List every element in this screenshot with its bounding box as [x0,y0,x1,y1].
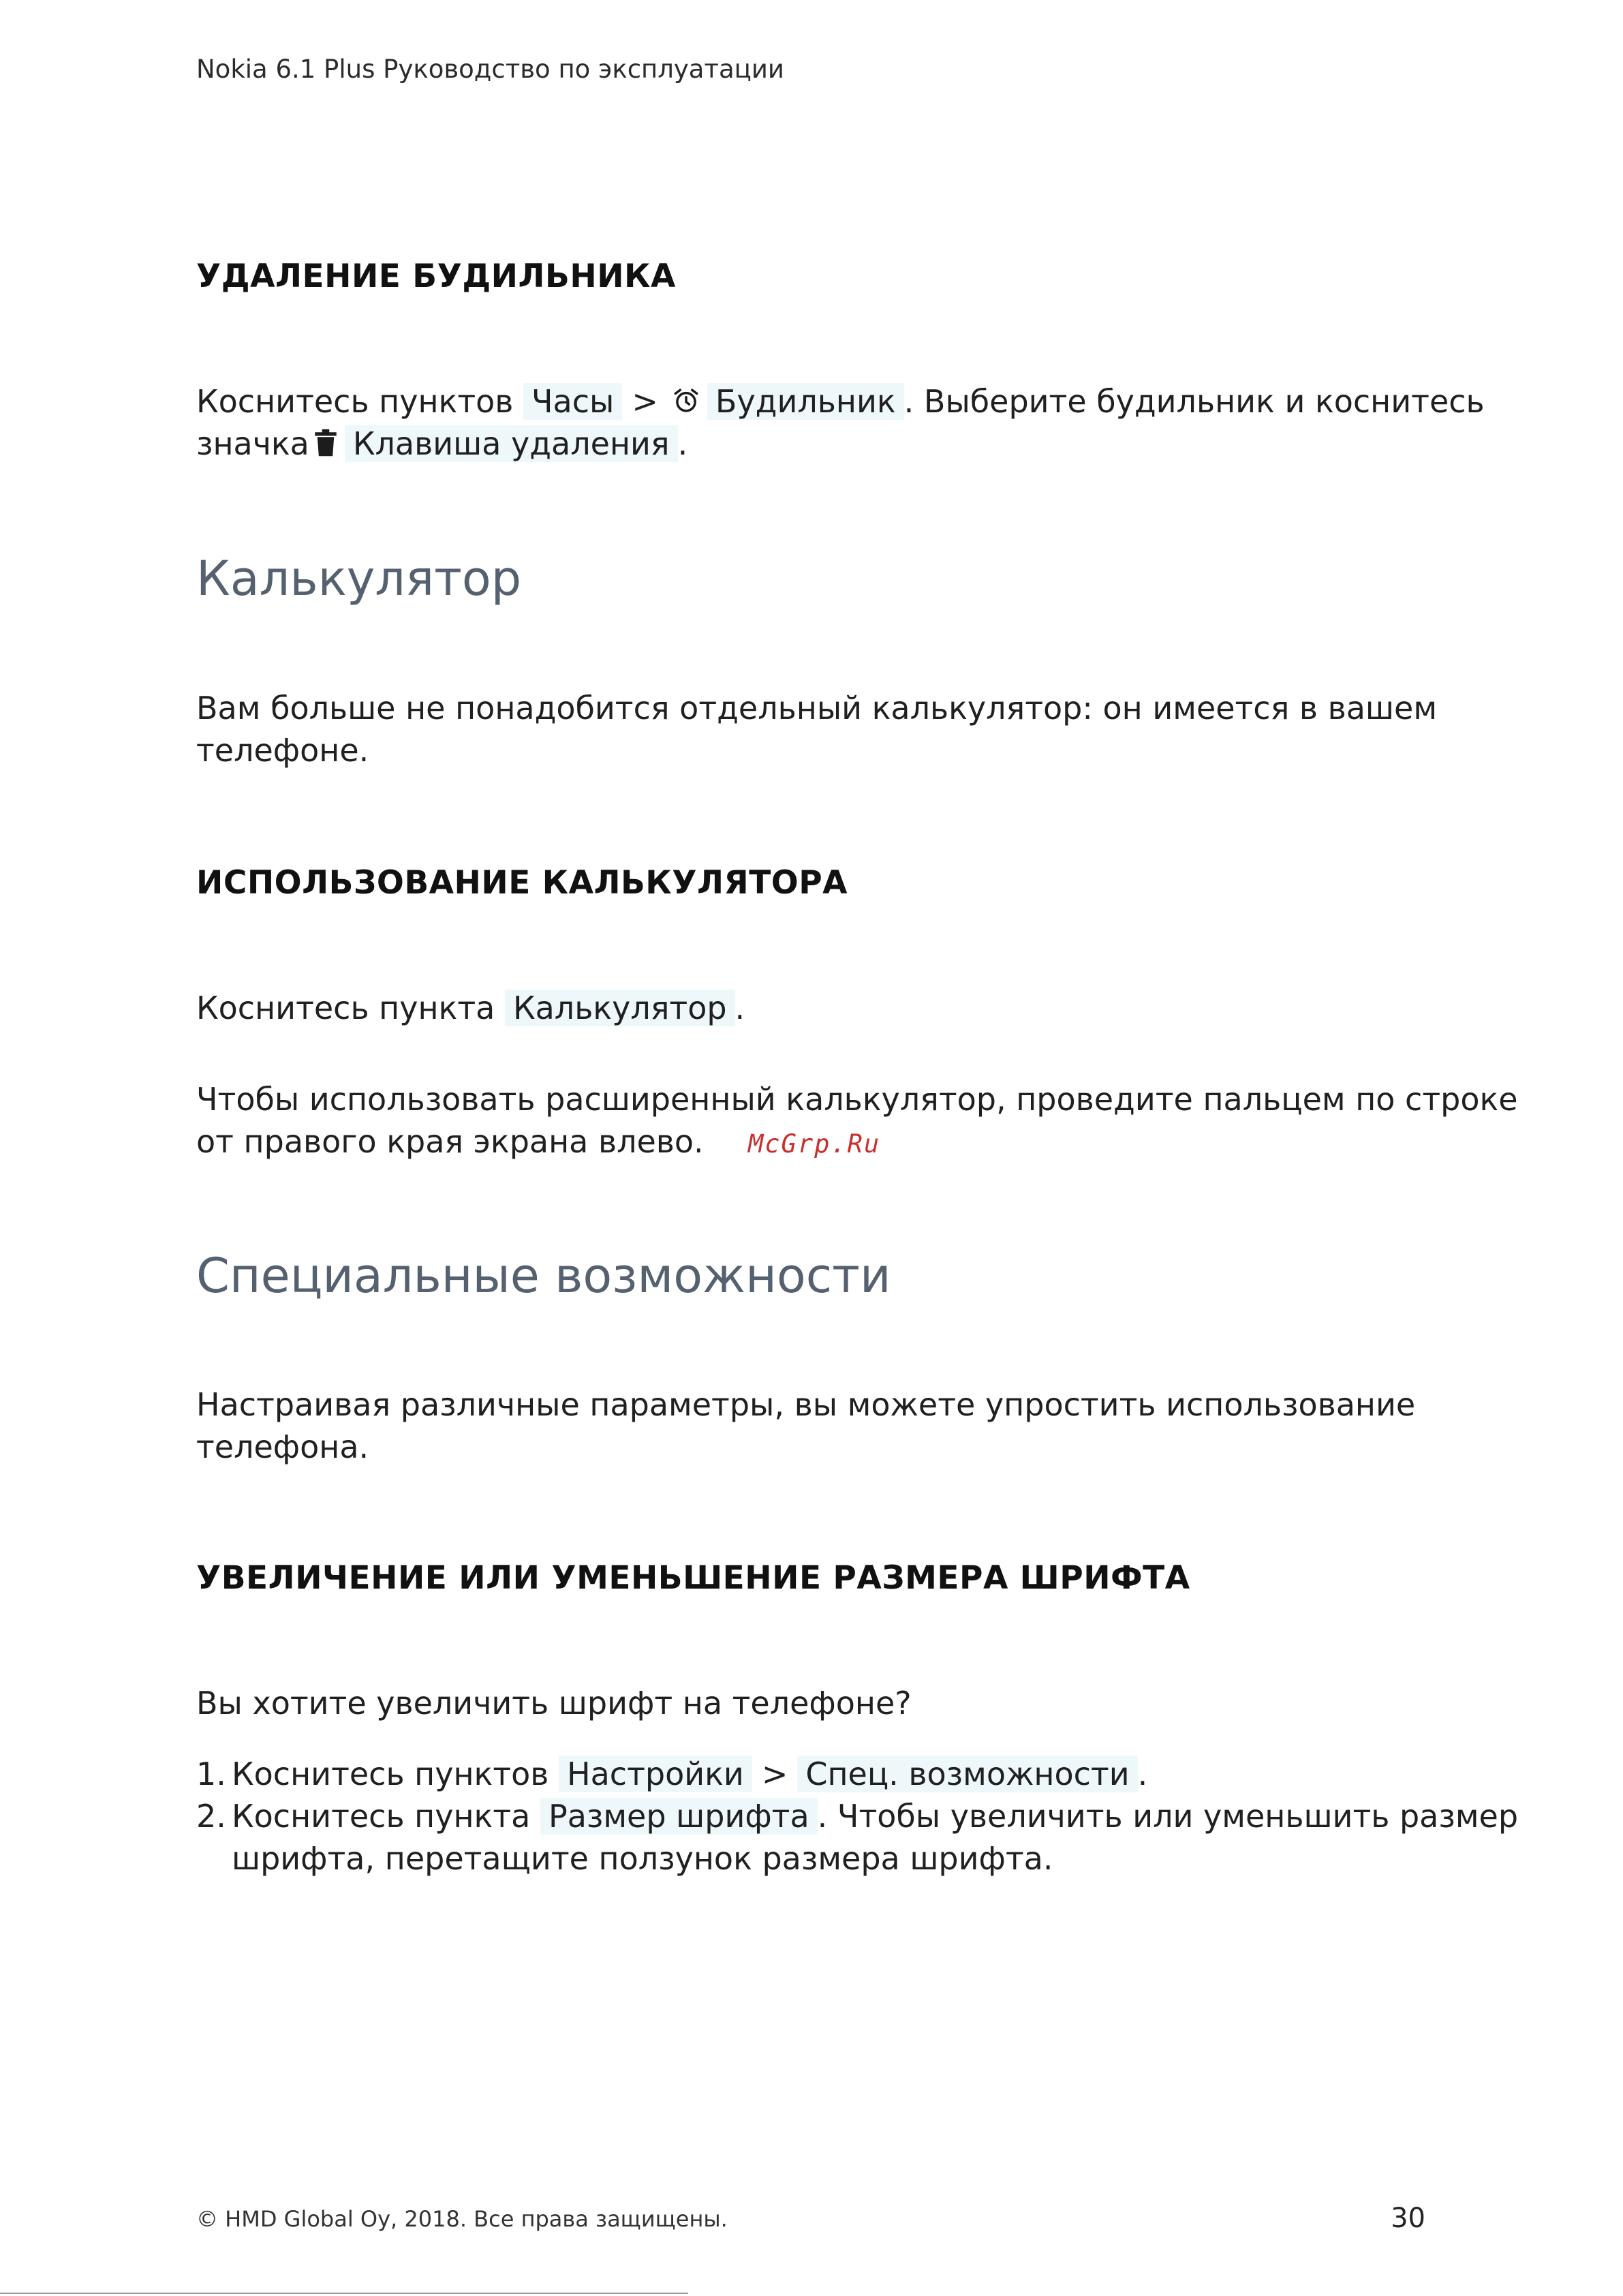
accessibility-intro-line-2: телефона. [196,1428,369,1465]
ui-settings: Настройки [559,1756,752,1792]
text: Коснитесь пункта [232,1798,531,1835]
list-number: 2. [196,1798,226,1835]
text: . [1137,1756,1148,1792]
accessibility-intro-line-1: Настраивая различные параметры, вы можете упростить использование [196,1386,1416,1423]
calculator-intro-line-2: телефоне. [196,732,369,769]
heading-alarm-delete: УДАЛЕНИЕ БУДИЛЬНИКА [196,258,676,295]
text: Коснитесь пунктов [232,1756,549,1792]
ui-clock: Часы [523,383,622,420]
ui-alarm: Будильник [707,383,904,420]
calculator-advanced-line-1: Чтобы использовать расширенный калькулятор, проведите пальцем по строке [196,1081,1518,1118]
alarm-clock-icon [672,383,700,425]
list-item [196,1753,1147,1795]
watermark: McGrp.Ru [748,1129,881,1159]
footer-copyright: © HMD Global Oy, 2018. Все права защищены. [196,2206,728,2232]
ui-font-size: Размер шрифта [540,1798,818,1835]
text: . [735,990,745,1026]
list-item [196,1795,1518,1837]
text: . Выберите будильник и коснитесь [903,383,1485,420]
text: Коснитесь пункта [196,990,495,1026]
font-size-question: Вы хотите увеличить шрифт на телефоне? [196,1685,912,1721]
trash-icon [313,425,338,468]
text: . [677,425,688,462]
separator: > [761,1756,788,1792]
calculator-advanced-line-2: от правого края экрана влево. [196,1123,704,1160]
calculator-step [196,987,745,1029]
text: Коснитесь пунктов [196,383,514,420]
heading-calculator-use: ИСПОЛЬЗОВАНИЕ КАЛЬКУЛЯТОРА [196,864,848,902]
calculator-intro-line-1: Вам больше не понадобится отдельный калькулятор: он имеется в вашем [196,690,1438,726]
bottom-rule [0,2293,688,2294]
text: . Чтобы увеличить или уменьшить размер [817,1798,1519,1835]
list-number: 1. [196,1756,226,1792]
separator: > [632,383,658,420]
heading-font-size: УВЕЛИЧЕНИЕ ИЛИ УМЕНЬШЕНИЕ РАЗМЕРА ШРИФТА [196,1559,1190,1597]
ui-accessibility: Спец. возможности [797,1756,1137,1792]
section-title-accessibility: Специальные возможности [196,1248,891,1304]
alarm-delete-line-1 [196,380,1485,425]
ui-delete-key: Клавиша удаления [345,425,678,462]
list-item-continuation: шрифта, перетащите ползунок размера шрифта. [232,1840,1053,1877]
page-number: 30 [1391,2203,1425,2234]
page-header: Nokia 6.1 Plus Руководство по эксплуатации [196,55,784,84]
section-title-calculator: Калькулятор [196,551,522,607]
alarm-delete-line-2 [196,423,687,468]
ui-calculator: Калькулятор [505,990,735,1026]
text: значка [196,425,309,462]
